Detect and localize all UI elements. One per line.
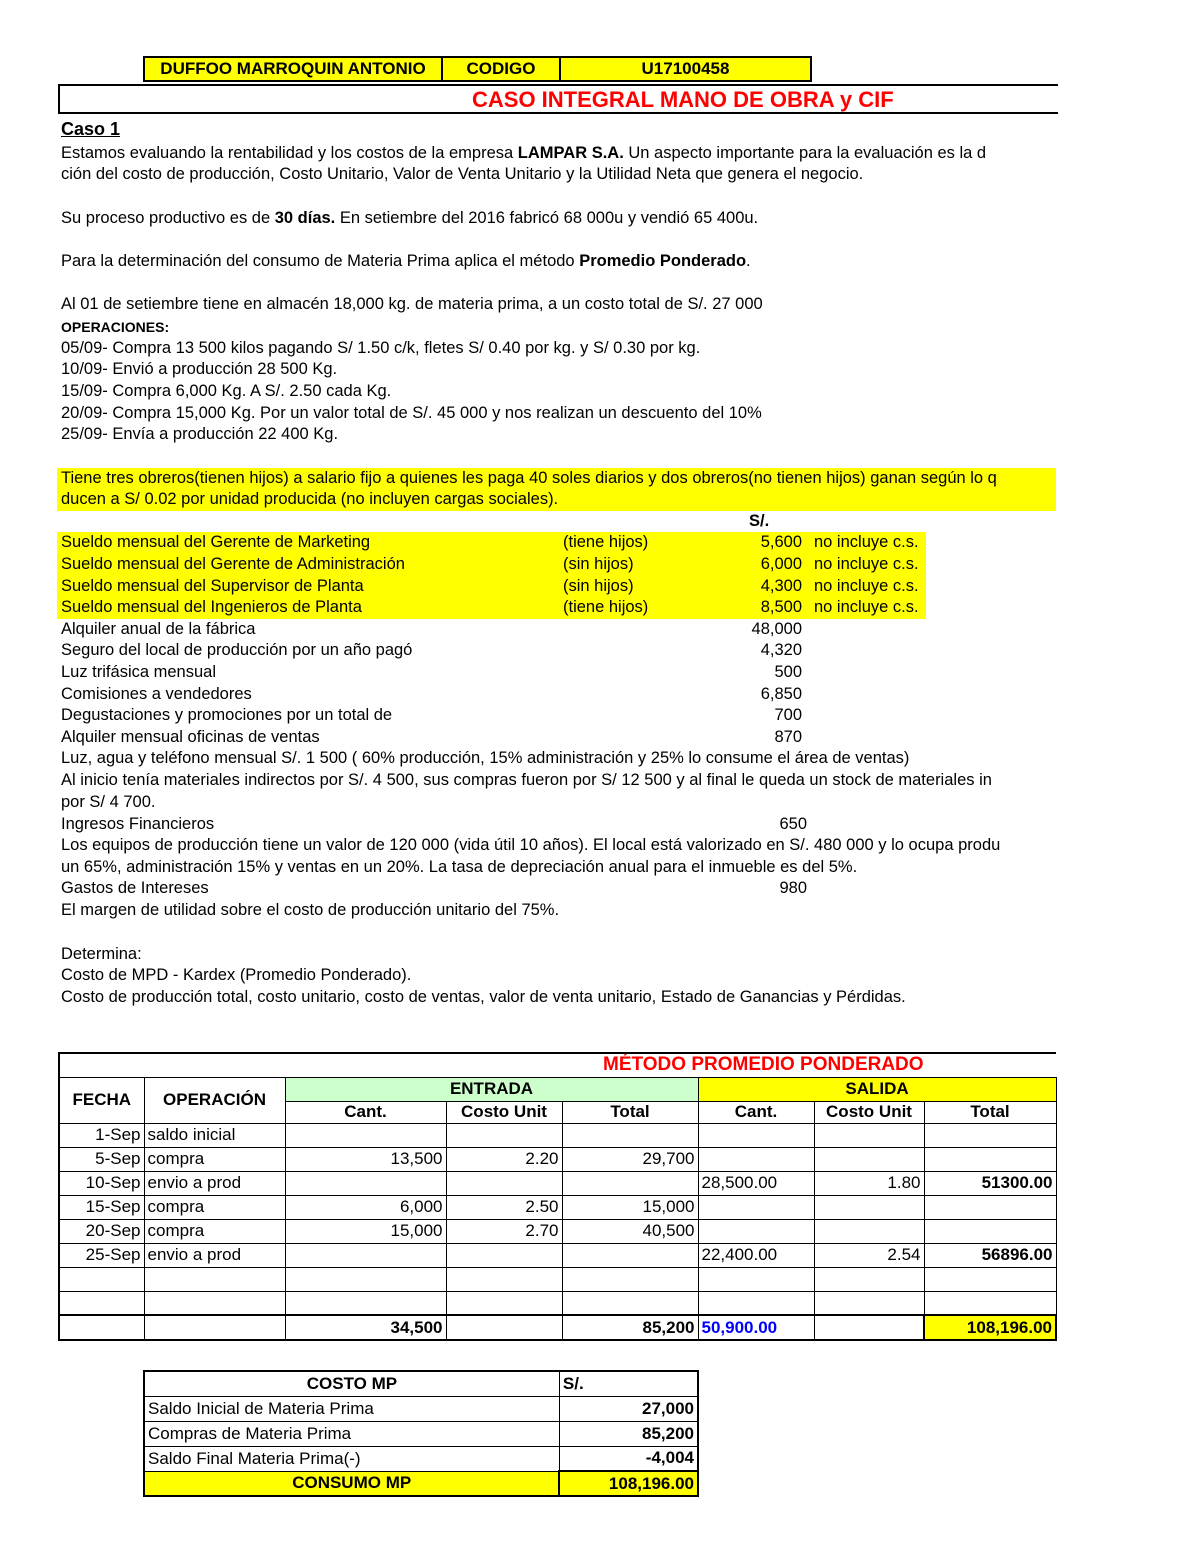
salida-cant-cell <box>698 1147 814 1171</box>
salida-total-cell <box>924 1195 1056 1219</box>
sub-cant: Cant. <box>698 1101 814 1123</box>
entrada-header: ENTRADA <box>285 1077 698 1101</box>
operation-item: 15/09- Compra 6,000 Kg. A S/. 2.50 cada Kg. <box>61 382 392 400</box>
fecha-cell: 15-Sep <box>59 1195 144 1219</box>
col-operacion: OPERACIÓN <box>144 1077 285 1123</box>
determine-item: Costo de producción total, costo unitario, costo de ventas, valor de venta unitario, Estado de Ganancias y Pérdidas. <box>61 988 906 1006</box>
salary-note: no incluye c.s. <box>814 533 919 551</box>
fecha-cell: 25-Sep <box>59 1243 144 1267</box>
entrada-total-cell <box>562 1123 698 1147</box>
fecha-cell: 5-Sep <box>59 1147 144 1171</box>
salida-cant-cell <box>698 1123 814 1147</box>
kardex-table <box>58 1052 1057 1341</box>
salida-cant-cell: 28,500.00 <box>698 1171 814 1195</box>
salary-label: Sueldo mensual del Gerente de Marketing <box>61 533 371 551</box>
entrada-cant-cell: 6,000 <box>285 1195 446 1219</box>
entrada-costo-cell: 2.70 <box>446 1219 562 1243</box>
col-fecha: FECHA <box>59 1077 144 1123</box>
entrada-costo-cell: 2.20 <box>446 1147 562 1171</box>
operacion-cell: compra <box>144 1219 285 1243</box>
expense-amount: 48,000 <box>751 620 802 638</box>
costo-mp-table <box>143 1370 699 1497</box>
fecha-cell: 10-Sep <box>59 1171 144 1195</box>
entrada-total-cell: 29,700 <box>562 1147 698 1171</box>
entrada-total-cell <box>562 1171 698 1195</box>
determine-item: Costo de MPD - Kardex (Promedio Ponderado). <box>61 966 412 984</box>
materials-line-1: Al inicio tenía materiales indirectos por S/. 4 500, sus compras fueron por S/ 12 500 y al final le queda un stock de materiales in <box>61 771 992 789</box>
operacion-cell <box>144 1291 285 1315</box>
intro-line-2: ción del costo de producción, Costo Unitario, Valor de Venta Unitario y la Utilidad Neta que genera el negocio. <box>61 165 864 183</box>
currency-header: S/. <box>749 512 770 530</box>
operacion-cell: envio a prod <box>144 1243 285 1267</box>
utilities-line: Luz, agua y teléfono mensual S/. 1 500 ( 60% producción, 15% administración y 25% lo consume el área de ventas) <box>61 749 910 767</box>
fecha-cell: 20-Sep <box>59 1219 144 1243</box>
salary-amount: 5,600 <box>760 533 802 551</box>
operation-item: 20/09- Compra 15,000 Kg. Por un valor total de S/. 45 000 y nos realizan un descuento del 10% <box>61 404 762 422</box>
entrada-cant-cell <box>285 1267 446 1291</box>
entrada-cant-cell <box>285 1123 446 1147</box>
operacion-cell <box>144 1267 285 1291</box>
salida-total-cell <box>924 1267 1056 1291</box>
salary-label: Sueldo mensual del Supervisor de Planta <box>61 577 364 595</box>
method-line <box>61 251 751 273</box>
empty-cell <box>144 1315 285 1340</box>
process-days: 30 días. <box>274 209 336 227</box>
empty-cell <box>446 1315 562 1340</box>
expense-label: Comisiones a vendedores <box>61 685 252 703</box>
salary-kids: (tiene hijos) <box>563 598 649 616</box>
entrada-total-cell: 40,500 <box>562 1219 698 1243</box>
code-label: CODIGO <box>442 57 560 81</box>
operacion-cell: envio a prod <box>144 1171 285 1195</box>
materials-line-2: por S/ 4 700. <box>61 793 156 811</box>
entrada-cant-cell <box>285 1171 446 1195</box>
entrada-total-cell <box>562 1243 698 1267</box>
entrada-costo-cell <box>446 1291 562 1315</box>
expense-label: Alquiler anual de la fábrica <box>61 620 256 638</box>
operacion-cell: compra <box>144 1147 285 1171</box>
consumo-mp-label: CONSUMO MP <box>144 1471 559 1496</box>
table-row <box>59 1291 1056 1315</box>
salida-total-cell: 51300.00 <box>924 1171 1056 1195</box>
salida-cant-cell <box>698 1267 814 1291</box>
intro-line-1 <box>61 143 1061 165</box>
salida-total-cell <box>924 1219 1056 1243</box>
salida-total-cell <box>924 1291 1056 1315</box>
intro-text-a: Estamos evaluando la rentabilidad y los costos de la empresa <box>61 144 518 162</box>
expense-amount: 700 <box>774 706 802 724</box>
salary-amount: 8,500 <box>760 598 802 616</box>
entrada-cant-cell <box>285 1291 446 1315</box>
empty-cell <box>59 1315 144 1340</box>
operacion-cell: saldo inicial <box>144 1123 285 1147</box>
kardex-title: MÉTODO PROMEDIO PONDERADO <box>59 1053 1056 1077</box>
salida-costo-cell <box>814 1147 924 1171</box>
salary-kids: (sin hijos) <box>563 555 634 573</box>
kardex-body <box>59 1123 1056 1315</box>
interest-label: Gastos de Intereses <box>61 879 209 897</box>
salida-costo-cell: 1.80 <box>814 1171 924 1195</box>
method-text-a: Para la determinación del consumo de Materia Prima aplica el método <box>61 252 580 270</box>
operation-item: 25/09- Envía a producción 22 400 Kg. <box>61 425 339 443</box>
operation-item: 05/09- Compra 13 500 kilos pagando S/ 1.50 c/k, fletes S/ 0.40 por kg. y S/ 0.30 por kg. <box>61 339 701 357</box>
total-entrada-total: 85,200 <box>562 1315 698 1340</box>
determine-title: Determina: <box>61 945 142 963</box>
salida-costo-cell <box>814 1195 924 1219</box>
costo-mp-value: -4,004 <box>559 1446 698 1471</box>
income-amount: 650 <box>779 815 807 833</box>
table-row <box>59 1219 1056 1243</box>
sub-costo: Costo Unit <box>446 1101 562 1123</box>
stock-line: Al 01 de setiembre tiene en almacén 18,000 kg. de materia prima, a un costo total de S/. 27 000 <box>61 295 763 313</box>
sub-total: Total <box>562 1101 698 1123</box>
entrada-cant-cell: 15,000 <box>285 1219 446 1243</box>
income-label: Ingresos Financieros <box>61 815 215 833</box>
entrada-total-cell <box>562 1267 698 1291</box>
salary-amount: 6,000 <box>760 555 802 573</box>
entrada-cant-cell: 13,500 <box>285 1147 446 1171</box>
salida-cant-cell <box>698 1219 814 1243</box>
total-salida-total: 108,196.00 <box>924 1315 1056 1340</box>
salary-label: Sueldo mensual del Ingenieros de Planta <box>61 598 362 616</box>
salary-kids: (tiene hijos) <box>563 533 649 551</box>
salida-cant-cell <box>698 1195 814 1219</box>
salary-kids: (sin hijos) <box>563 577 634 595</box>
method-name: Promedio Ponderado <box>579 252 747 270</box>
costo-mp-label: Saldo Final Materia Prima(-) <box>144 1446 559 1471</box>
interest-amount: 980 <box>779 879 807 897</box>
page-title: CASO INTEGRAL MANO DE OBRA y CIF <box>472 87 894 112</box>
costo-mp-currency: S/. <box>559 1371 698 1396</box>
salida-costo-cell <box>814 1267 924 1291</box>
company-name: LAMPAR S.A. <box>517 144 624 162</box>
entrada-costo-cell <box>446 1123 562 1147</box>
table-row <box>59 1147 1056 1171</box>
method-text-c: . <box>746 252 751 270</box>
kardex-totals-row <box>59 1315 1056 1340</box>
costo-mp-label: Compras de Materia Prima <box>144 1421 559 1446</box>
salida-cant-cell <box>698 1291 814 1315</box>
salida-costo-cell <box>814 1219 924 1243</box>
workers-line-1: Tiene tres obreros(tienen hijos) a salario fijo a quienes les paga 40 soles diarios y dos obreros(no tienen hijos) ganan según lo q <box>61 469 997 487</box>
fecha-cell <box>59 1267 144 1291</box>
table-row <box>59 1243 1056 1267</box>
entrada-total-cell: 15,000 <box>562 1195 698 1219</box>
case-title: Caso 1 <box>61 119 121 139</box>
fecha-cell: 1-Sep <box>59 1123 144 1147</box>
code-value: U17100458 <box>560 57 811 81</box>
total-salida-cant: 50,900.00 <box>698 1315 814 1340</box>
entrada-costo-cell <box>446 1267 562 1291</box>
operacion-cell: compra <box>144 1195 285 1219</box>
salary-note: no incluye c.s. <box>814 598 919 616</box>
entrada-costo-cell <box>446 1243 562 1267</box>
sub-total: Total <box>924 1101 1056 1123</box>
costo-mp-label: Saldo Inicial de Materia Prima <box>144 1396 559 1421</box>
expense-label: Alquiler mensual oficinas de ventas <box>61 728 320 746</box>
entrada-costo-cell: 2.50 <box>446 1195 562 1219</box>
salida-total-cell <box>924 1123 1056 1147</box>
table-row <box>59 1123 1056 1147</box>
sub-costo: Costo Unit <box>814 1101 924 1123</box>
salary-note: no incluye c.s. <box>814 577 919 595</box>
header-table <box>143 56 812 82</box>
process-text-a: Su proceso productivo es de <box>61 209 275 227</box>
process-text-c: En setiembre del 2016 fabricó 68 000u y vendió 65 400u. <box>335 209 759 227</box>
table-row <box>59 1171 1056 1195</box>
equipment-line-1: Los equipos de producción tiene un valor de 120 000 (vida útil 10 años). El local está valorizado en S/. 480 000 y lo ocupa produ <box>61 836 1001 854</box>
operation-item: 10/09- Envió a producción 28 500 Kg. <box>61 360 338 378</box>
fecha-cell <box>59 1291 144 1315</box>
empty-cell <box>814 1315 924 1340</box>
table-row <box>59 1267 1056 1291</box>
expense-amount: 4,320 <box>760 641 802 659</box>
costo-mp-value: 85,200 <box>559 1421 698 1446</box>
salida-total-cell: 56896.00 <box>924 1243 1056 1267</box>
salary-label: Sueldo mensual del Gerente de Administración <box>61 555 405 573</box>
entrada-total-cell <box>562 1291 698 1315</box>
entrada-cant-cell <box>285 1243 446 1267</box>
salida-costo-cell <box>814 1123 924 1147</box>
entrada-costo-cell <box>446 1171 562 1195</box>
expense-amount: 870 <box>774 728 802 746</box>
salida-header: SALIDA <box>698 1077 1056 1101</box>
salida-costo-cell: 2.54 <box>814 1243 924 1267</box>
salida-cant-cell: 22,400.00 <box>698 1243 814 1267</box>
salary-amount: 4,300 <box>760 577 802 595</box>
costo-mp-header: COSTO MP <box>144 1371 559 1396</box>
total-entrada-cant: 34,500 <box>285 1315 446 1340</box>
salida-total-cell <box>924 1147 1056 1171</box>
table-row <box>59 1195 1056 1219</box>
expense-amount: 6,850 <box>760 685 802 703</box>
margin-line: El margen de utilidad sobre el costo de producción unitario del 75%. <box>61 901 560 919</box>
costo-mp-value: 27,000 <box>559 1396 698 1421</box>
expense-label: Luz trifásica mensual <box>61 663 216 681</box>
operations-title: OPERACIONES: <box>61 319 170 335</box>
expense-label: Degustaciones y promociones por un total de <box>61 706 393 724</box>
expense-amount: 500 <box>774 663 802 681</box>
student-name: DUFFOO MARROQUIN ANTONIO <box>144 57 442 81</box>
expense-label: Seguro del local de producción por un año pagó <box>61 641 413 659</box>
intro-text-c: Un aspecto importante para la evaluación es la d <box>623 144 987 162</box>
salary-note: no incluye c.s. <box>814 555 919 573</box>
process-line <box>61 208 758 230</box>
salida-costo-cell <box>814 1291 924 1315</box>
consumo-mp-value: 108,196.00 <box>559 1471 698 1496</box>
sub-cant: Cant. <box>285 1101 446 1123</box>
workers-line-2: ducen a S/ 0.02 por unidad producida (no incluyen cargas sociales). <box>61 490 559 508</box>
equipment-line-2: un 65%, administración 15% y ventas en un 20%. La tasa de depreciación anual para el inmueble es del 5%. <box>61 858 858 876</box>
